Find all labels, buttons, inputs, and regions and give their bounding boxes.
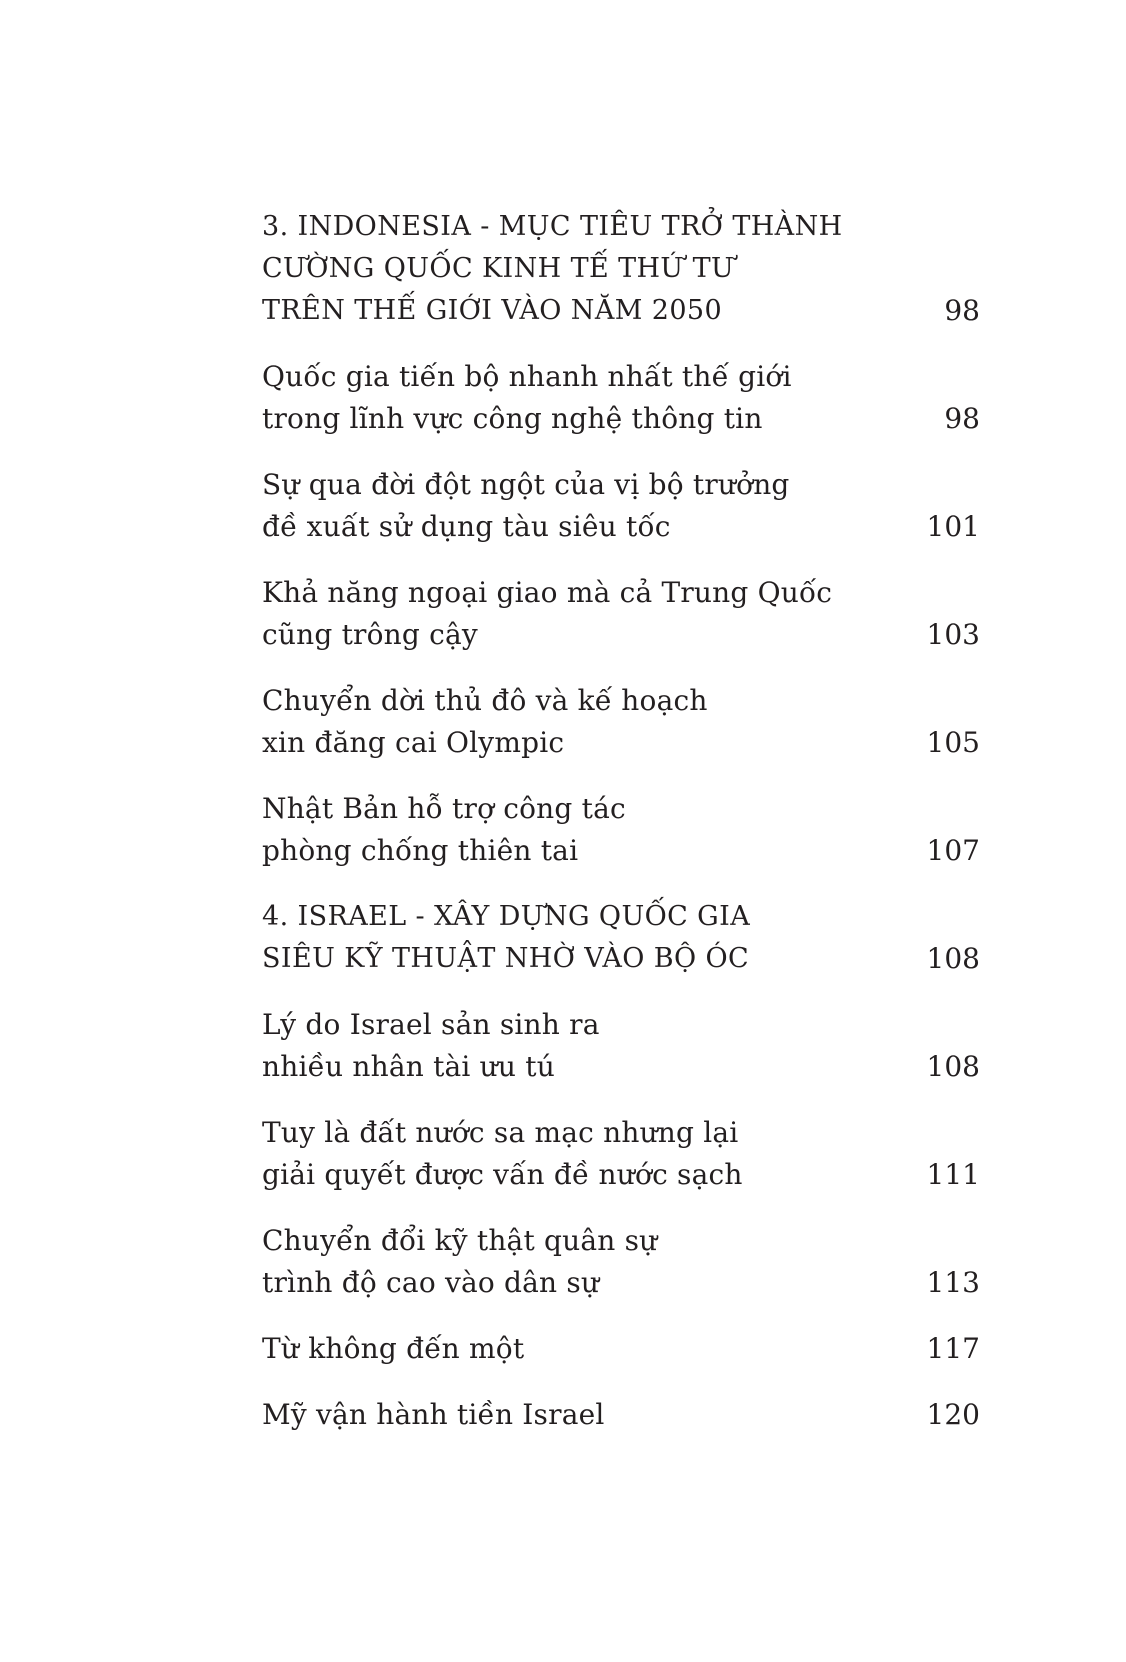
toc-page-number: 108: [926, 1050, 980, 1083]
toc-entry-line: 3. INDONESIA - MỤC TIÊU TRỞ THÀNH: [262, 211, 843, 242]
toc-entry-line: cũng trông cậy: [262, 618, 478, 651]
toc-entry-title: [262, 680, 927, 764]
toc-entry-line: Chuyển dời thủ đô và kế hoạch: [262, 684, 708, 717]
toc-page-number: 111: [926, 1158, 980, 1191]
toc-entry: [262, 1112, 980, 1196]
toc-entry-title: [262, 1112, 927, 1196]
toc-entry-line: trong lĩnh vực công nghệ thông tin: [262, 402, 763, 435]
toc-entry-title: [262, 572, 927, 656]
toc-entry-title: [262, 206, 944, 332]
toc-page-number: 108: [926, 942, 980, 975]
toc-entry: [262, 1004, 980, 1088]
toc-page-number: 113: [926, 1266, 980, 1299]
toc-entry-line: SIÊU KỸ THUẬT NHỜ VÀO BỘ ÓC: [262, 943, 750, 974]
toc-entry: [262, 788, 980, 872]
toc-page-number: 98: [944, 294, 980, 327]
toc-entry-title: [262, 788, 927, 872]
toc-entry-line: phòng chống thiên tai: [262, 834, 579, 867]
toc-page-number: 98: [944, 402, 980, 435]
toc-entry: [262, 572, 980, 656]
toc-page-number: 105: [926, 726, 980, 759]
toc-entry: [262, 1394, 980, 1436]
toc-page-number: 101: [926, 510, 980, 543]
toc-entry-title: [262, 1328, 927, 1370]
toc-entry-line: giải quyết được vấn đề nước sạch: [262, 1158, 743, 1191]
toc-entry-title: [262, 1004, 927, 1088]
toc-page-number: 120: [926, 1398, 980, 1431]
toc-entry-line: 4. ISRAEL - XÂY DỰNG QUỐC GIA: [262, 901, 751, 932]
toc-entry-line: Mỹ vận hành tiền Israel: [262, 1398, 605, 1431]
toc-entry-title: [262, 464, 927, 548]
toc-entry-title: [262, 896, 927, 980]
toc-entry-line: nhiều nhân tài ưu tú: [262, 1050, 555, 1083]
toc-entry-line: Khả năng ngoại giao mà cả Trung Quốc: [262, 576, 833, 609]
toc-entry: [262, 1220, 980, 1304]
toc-entry-line: đề xuất sử dụng tàu siêu tốc: [262, 510, 671, 543]
toc-entry-line: trình độ cao vào dân sự: [262, 1266, 600, 1299]
toc-page-number: 117: [926, 1332, 980, 1365]
toc-entry-title: [262, 356, 944, 440]
toc-entry-title: [262, 1394, 927, 1436]
toc-entry-line: Nhật Bản hỗ trợ công tác: [262, 792, 626, 825]
toc-entry-title: [262, 1220, 927, 1304]
toc-entry-line: xin đăng cai Olympic: [262, 726, 565, 759]
toc-entry-chapter-indonesia: [262, 206, 980, 332]
toc-entry-line: Quốc gia tiến bộ nhanh nhất thế giới: [262, 360, 792, 393]
toc-entry-chapter-israel: [262, 896, 980, 980]
toc-entry: [262, 464, 980, 548]
toc-page-number: 103: [926, 618, 980, 651]
toc-entry-line: Tuy là đất nước sa mạc nhưng lại: [262, 1116, 739, 1149]
toc-entry-line: CƯỜNG QUỐC KINH TẾ THỨ TƯ: [262, 253, 735, 284]
toc-entry-line: TRÊN THẾ GIỚI VÀO NĂM 2050: [262, 295, 723, 326]
toc-entry: [262, 680, 980, 764]
toc-entry-line: Từ không đến một: [262, 1332, 525, 1365]
toc-entry: [262, 1328, 980, 1370]
toc-entry-line: Lý do Israel sản sinh ra: [262, 1008, 600, 1041]
toc-entry: [262, 356, 980, 440]
toc-page-number: 107: [926, 834, 980, 867]
toc-entry-line: Chuyển đổi kỹ thật quân sự: [262, 1224, 658, 1257]
table-of-contents: [262, 206, 980, 1460]
toc-entry-line: Sự qua đời đột ngột của vị bộ trưởng: [262, 468, 790, 501]
